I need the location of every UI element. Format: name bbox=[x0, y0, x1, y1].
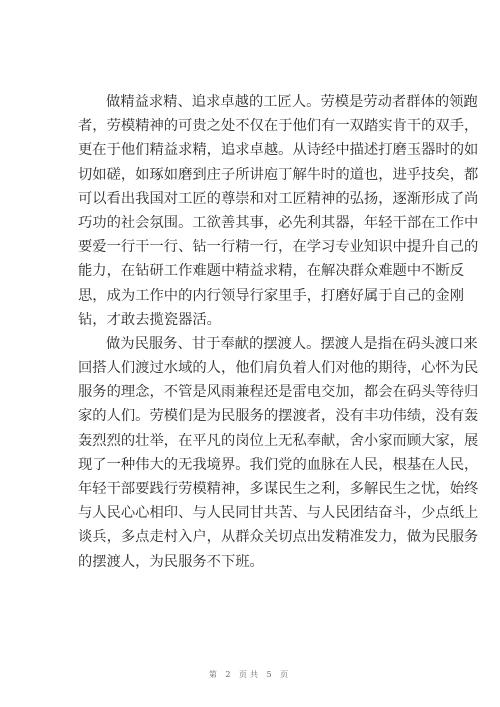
text-line: 做为民服务、甘于奉献的摆渡人。摆渡人是指在码头渡口来 bbox=[106, 335, 478, 352]
text-line: 现了一种伟大的无我境界。我们党的血脉在人民，根基在人民， bbox=[78, 456, 479, 473]
text-line: 巧功的社会氛围。工欲善其事，必先利其器，年轻干部在工作中 bbox=[78, 214, 479, 231]
text-line: 更在于他们精益求精，追求卓越。从诗经中描述打磨玉器时的如 bbox=[78, 142, 479, 159]
text-line: 做精益求精、追求卓越的工匠人。劳模是劳动者群体的领跑 bbox=[106, 94, 478, 110]
text-line: 与人民心心相印、与人民同甘共苦、与人民团结奋斗，少点纸上 bbox=[78, 505, 479, 522]
text-line: 回搭人们渡过水域的人，他们肩负着人们对他的期待，心怀为民 bbox=[78, 360, 479, 377]
text-line: 轰烈烈的壮举，在平凡的岗位上无私奉献，舍小家而顾大家，展 bbox=[78, 432, 479, 449]
text-line: 的摆渡人，为民服务不下班。 bbox=[78, 553, 264, 570]
text-line: 要爱一行干一行、钻一行精一行，在学习专业知识中提升自己的 bbox=[78, 239, 479, 256]
text-line: 年轻干部要践行劳模精神，多谋民生之利，多解民生之忧，始终 bbox=[78, 481, 479, 497]
text-line: 能力，在钻研工作难题中精益求精，在解决群众难题中不断反 bbox=[78, 263, 465, 280]
text-line: 谈兵，多点走村入户，从群众关切点出发精准发力，做为民服务 bbox=[78, 529, 479, 546]
text-line: 可以看出我国对工匠的尊崇和对工匠精神的弘扬，逐渐形成了尚 bbox=[78, 190, 479, 207]
page-number-footer: 第 2 页共 5 页 bbox=[208, 670, 292, 679]
text-line: 者，劳模精神的可贵之处不仅在于他们有一双踏实肯干的双手， bbox=[78, 118, 479, 135]
text-line: 切如磋，如琢如磨到庄子所讲庖丁解牛时的道也，进乎技矣，都 bbox=[78, 166, 479, 183]
text-line: 思，成为工作中的内行领导行家里手，打磨好属于自己的金刚 bbox=[78, 287, 465, 304]
body-text bbox=[78, 90, 479, 574]
text-line: 家的人们。劳模们是为民服务的摆渡者，没有丰功伟绩，没有轰 bbox=[78, 408, 479, 425]
text-line: 服务的理念，不管是风雨兼程还是雷电交加，都会在码头等待归 bbox=[78, 384, 479, 401]
paragraph-ferryman bbox=[78, 332, 479, 574]
text-line: 钻，才敢去揽瓷器活。 bbox=[78, 311, 221, 328]
paragraph-craftsman bbox=[78, 90, 479, 332]
